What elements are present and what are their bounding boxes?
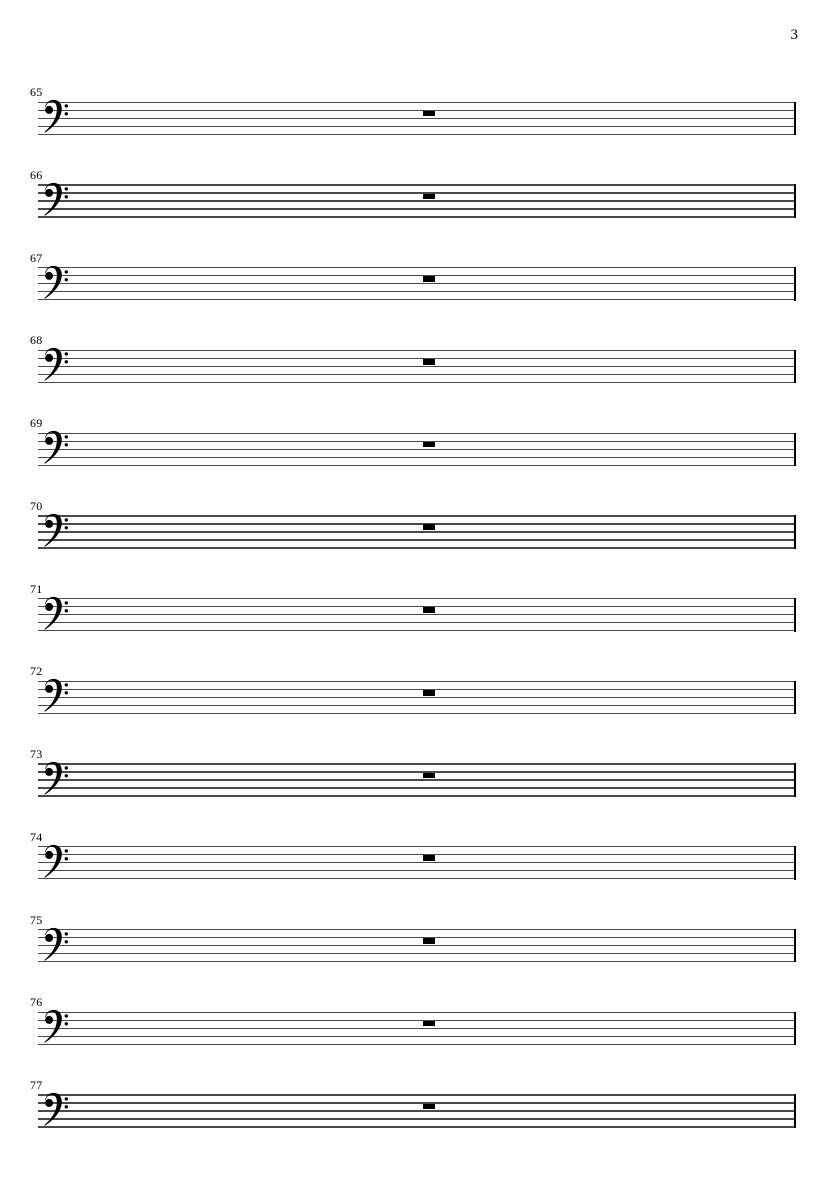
end-barline — [794, 184, 796, 218]
staff-line — [38, 846, 796, 847]
whole-rest-icon — [423, 524, 435, 530]
whole-rest-icon — [423, 359, 435, 365]
staff — [38, 847, 796, 881]
staff-line — [38, 1102, 796, 1103]
staff-line — [38, 1118, 796, 1119]
bass-clef-icon — [42, 430, 69, 467]
measure-number: 77 — [30, 1077, 43, 1092]
bass-clef-icon — [42, 596, 69, 633]
staff — [38, 102, 796, 136]
staff-line — [38, 539, 796, 540]
bass-clef-icon — [42, 927, 69, 964]
staff-line — [38, 102, 796, 103]
whole-rest-icon — [423, 855, 435, 861]
measure-number: 71 — [30, 581, 43, 596]
end-barline — [794, 102, 796, 136]
bass-clef-icon — [42, 347, 69, 384]
measure-number: 74 — [30, 829, 43, 844]
staff-line — [38, 1020, 796, 1021]
staff-line — [38, 713, 796, 714]
staff-line — [38, 630, 796, 631]
staff-line — [38, 374, 796, 375]
staff-line — [38, 689, 796, 690]
staff-line — [38, 184, 796, 185]
staff-line — [38, 192, 796, 193]
staff — [38, 1095, 796, 1129]
measure-number: 67 — [30, 250, 43, 265]
staff-line — [38, 1028, 796, 1029]
staff-line — [38, 515, 796, 516]
staff-line — [38, 614, 796, 615]
whole-rest-icon — [423, 111, 435, 117]
staff — [38, 681, 796, 715]
whole-rest-icon — [423, 276, 435, 282]
staff — [38, 185, 796, 219]
whole-rest-icon — [423, 938, 435, 944]
staff-line — [38, 291, 796, 292]
staff-line — [38, 465, 796, 466]
bass-clef-icon — [42, 678, 69, 715]
measure-number: 69 — [30, 416, 43, 431]
staff-line — [38, 961, 796, 962]
staff-line — [38, 862, 796, 863]
end-barline — [794, 1012, 796, 1046]
end-barline — [794, 515, 796, 549]
end-barline — [794, 681, 796, 715]
staff-line — [38, 283, 796, 284]
measure-number: 68 — [30, 333, 43, 348]
staff-line — [38, 118, 796, 119]
measure-number: 65 — [30, 85, 43, 100]
bass-clef-icon — [42, 844, 69, 881]
measure-number: 70 — [30, 498, 43, 513]
staff-line — [38, 606, 796, 607]
staff-line — [38, 200, 796, 201]
measure-number: 73 — [30, 747, 43, 762]
staff-line — [38, 929, 796, 930]
staff-line — [38, 299, 796, 300]
staff-line — [38, 350, 796, 351]
whole-rest-icon — [423, 607, 435, 613]
staff-line — [38, 433, 796, 434]
end-barline — [794, 433, 796, 467]
staff-line — [38, 457, 796, 458]
staff — [38, 350, 796, 384]
whole-rest-icon — [423, 194, 435, 200]
whole-rest-icon — [423, 1104, 435, 1110]
staff-line — [38, 1012, 796, 1013]
staff-line — [38, 366, 796, 367]
staff-line — [38, 622, 796, 623]
measure-number: 72 — [30, 664, 43, 679]
staff-line — [38, 681, 796, 682]
whole-rest-icon — [423, 690, 435, 696]
staff — [38, 930, 796, 964]
staff-line — [38, 854, 796, 855]
staff-line — [38, 449, 796, 450]
end-barline — [794, 350, 796, 384]
staff-line — [38, 208, 796, 209]
staff-line — [38, 126, 796, 127]
staff — [38, 268, 796, 302]
staff-line — [38, 216, 796, 217]
staff-line — [38, 937, 796, 938]
staff-line — [38, 705, 796, 706]
end-barline — [794, 598, 796, 632]
end-barline — [794, 1094, 796, 1128]
staff-line — [38, 382, 796, 383]
staff — [38, 599, 796, 633]
staff-line — [38, 795, 796, 796]
staff-line — [38, 1094, 796, 1095]
staff-line — [38, 787, 796, 788]
measure-number: 75 — [30, 912, 43, 927]
bass-clef-icon — [42, 761, 69, 798]
bass-clef-icon — [42, 513, 69, 550]
staff-line — [38, 275, 796, 276]
bass-clef-icon — [42, 1009, 69, 1046]
end-barline — [794, 929, 796, 963]
staff-line — [38, 598, 796, 599]
staff-line — [38, 771, 796, 772]
staff-line — [38, 1110, 796, 1111]
whole-rest-icon — [423, 1021, 435, 1027]
staff-line — [38, 547, 796, 548]
staff-line — [38, 531, 796, 532]
staff-line — [38, 1126, 796, 1127]
page-number: 3 — [790, 27, 798, 43]
staff — [38, 516, 796, 550]
staff-line — [38, 953, 796, 954]
staff-line — [38, 870, 796, 871]
bass-clef-icon — [42, 182, 69, 219]
whole-rest-icon — [423, 773, 435, 779]
staff-line — [38, 267, 796, 268]
staff-line — [38, 134, 796, 135]
staff-line — [38, 1044, 796, 1045]
bass-clef-icon — [42, 1092, 69, 1129]
staff-line — [38, 441, 796, 442]
end-barline — [794, 846, 796, 880]
staff — [38, 1012, 796, 1046]
bass-clef-icon — [42, 265, 69, 302]
staff-line — [38, 110, 796, 111]
whole-rest-icon — [423, 442, 435, 448]
staff — [38, 764, 796, 798]
staff-line — [38, 1036, 796, 1037]
staff — [38, 433, 796, 467]
measure-number: 76 — [30, 995, 43, 1010]
staff-line — [38, 697, 796, 698]
staff-line — [38, 779, 796, 780]
measure-number: 66 — [30, 168, 43, 183]
end-barline — [794, 763, 796, 797]
end-barline — [794, 267, 796, 301]
staff-line — [38, 763, 796, 764]
staff-line — [38, 878, 796, 879]
staff-line — [38, 523, 796, 524]
staff-line — [38, 945, 796, 946]
bass-clef-icon — [42, 99, 69, 136]
staff-line — [38, 358, 796, 359]
